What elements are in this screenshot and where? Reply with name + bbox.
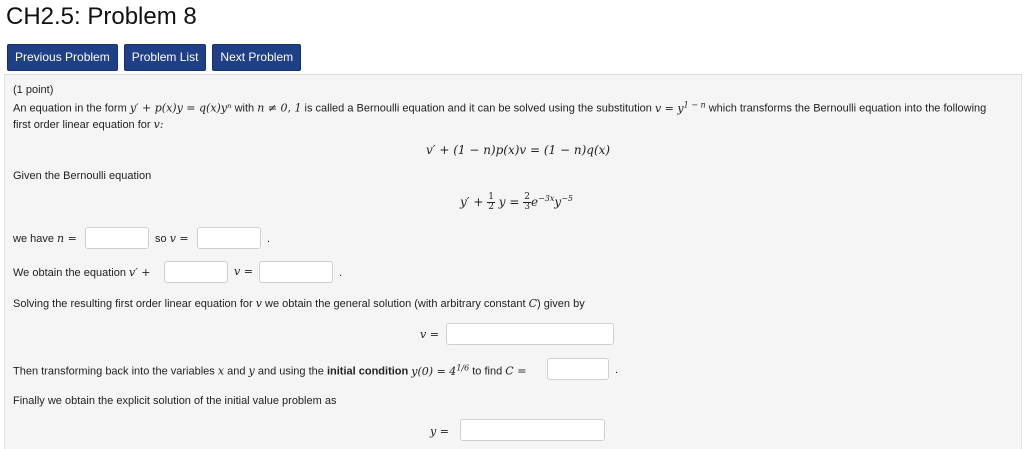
bern-e: e xyxy=(530,195,539,209)
intro-line2-text: first order linear equation for xyxy=(13,119,151,131)
c-answer-input[interactable] xyxy=(547,358,609,380)
solving-text-c: ) given by xyxy=(537,298,585,310)
bernoulli-form-math: y′ + p(x)y = q(x)yⁿ xyxy=(129,101,232,115)
given-label: Given the Bernoulli equation xyxy=(13,170,152,182)
bern-left: y′ + xyxy=(460,195,484,209)
coefficient-answer-input[interactable] xyxy=(164,261,228,283)
fraction-two-thirds xyxy=(523,193,531,212)
intro-text-b: with xyxy=(234,102,255,115)
then-text-c: to find xyxy=(472,365,503,378)
solving-c-math: C xyxy=(528,297,537,310)
obtain-label xyxy=(13,266,150,279)
problem-list-button[interactable]: Problem List xyxy=(124,44,207,71)
rhs-answer-input[interactable] xyxy=(259,261,333,283)
problem-nav xyxy=(7,44,301,71)
v-eq-math: v = xyxy=(169,232,189,245)
linear-equation: v′ + (1 − n)p(x)v = (1 − n)q(x) xyxy=(426,143,611,157)
then-text-b: and using the xyxy=(257,365,324,378)
initial-condition-math xyxy=(411,365,469,378)
intro-text-a: An equation in the form xyxy=(13,102,127,115)
page-title: CH2.5: Problem 8 xyxy=(6,3,197,30)
bern-mid: y = xyxy=(498,195,520,209)
intro-line-2 xyxy=(13,118,164,131)
then-text-a: Then transforming back into the variables xyxy=(13,365,215,378)
frac1-num: 1 xyxy=(488,192,494,202)
general-solution-input[interactable] xyxy=(446,323,614,345)
bernoulli-equation xyxy=(460,193,573,212)
fraction-one-half xyxy=(487,193,495,212)
next-problem-button[interactable]: Next Problem xyxy=(212,44,301,71)
obtain-text: We obtain the equation xyxy=(13,267,126,279)
c-eq-math: C = xyxy=(505,364,527,378)
intro-line xyxy=(13,100,986,115)
solving-line xyxy=(13,297,585,310)
substitution-math xyxy=(655,102,706,115)
period-1: . xyxy=(267,233,271,245)
period-3: . xyxy=(615,364,619,376)
v-answer-input[interactable] xyxy=(197,227,261,249)
so-text: so xyxy=(155,233,167,245)
n-eq-math: n = xyxy=(57,232,77,245)
frac2-den: 3 xyxy=(524,202,530,212)
vprime-plus-math: v′ + xyxy=(129,266,151,279)
then-y-math: y xyxy=(248,364,255,378)
solving-text-a: Solving the resulting first order linear equation for xyxy=(13,298,253,310)
previous-problem-button[interactable]: Previous Problem xyxy=(7,44,118,71)
bern-y: y xyxy=(554,195,562,209)
bern-e-exp: −3x xyxy=(538,194,555,203)
frac2-num: 2 xyxy=(524,192,530,202)
v-eq2-math: v = xyxy=(234,265,253,278)
so-label xyxy=(155,232,189,245)
then-x-math: x xyxy=(217,364,225,378)
bern-y-exp: −5 xyxy=(561,194,573,203)
initial-condition-label: initial condition xyxy=(326,365,409,378)
solving-v-math: v xyxy=(255,297,262,310)
cond-base: y(0) = 4 xyxy=(411,364,457,378)
intro-text-d: which transforms the Bernoulli equation into the following xyxy=(708,102,987,115)
intro-text-c: is called a Bernoulli equation and it can be solved using the substitution xyxy=(304,102,652,115)
points-label: (1 point) xyxy=(13,84,54,96)
cond-exp: 1/6 xyxy=(456,363,470,372)
n-condition-math: n ≠ 0, 1 xyxy=(257,101,302,115)
problem-panel xyxy=(4,74,1022,449)
then-and: and xyxy=(227,365,246,378)
we-have-label xyxy=(13,232,77,245)
y-solution-input[interactable] xyxy=(460,419,605,441)
y-eq-math: y = xyxy=(430,425,449,438)
substitution-exponent: 1 − n xyxy=(683,100,706,109)
we-have-text: we have xyxy=(13,233,54,245)
period-2: . xyxy=(339,267,343,279)
v-var-math: v: xyxy=(153,118,164,131)
substitution-base: v = y xyxy=(654,101,684,115)
finally-label: Finally we obtain the explicit solution of the initial value problem as xyxy=(13,395,337,407)
then-line xyxy=(13,363,526,378)
frac1-den: 2 xyxy=(488,202,494,212)
solving-text-b: we obtain the general solution (with arbitrary constant xyxy=(265,298,526,310)
n-answer-input[interactable] xyxy=(85,227,149,249)
v-eq3-math: v = xyxy=(420,328,439,341)
